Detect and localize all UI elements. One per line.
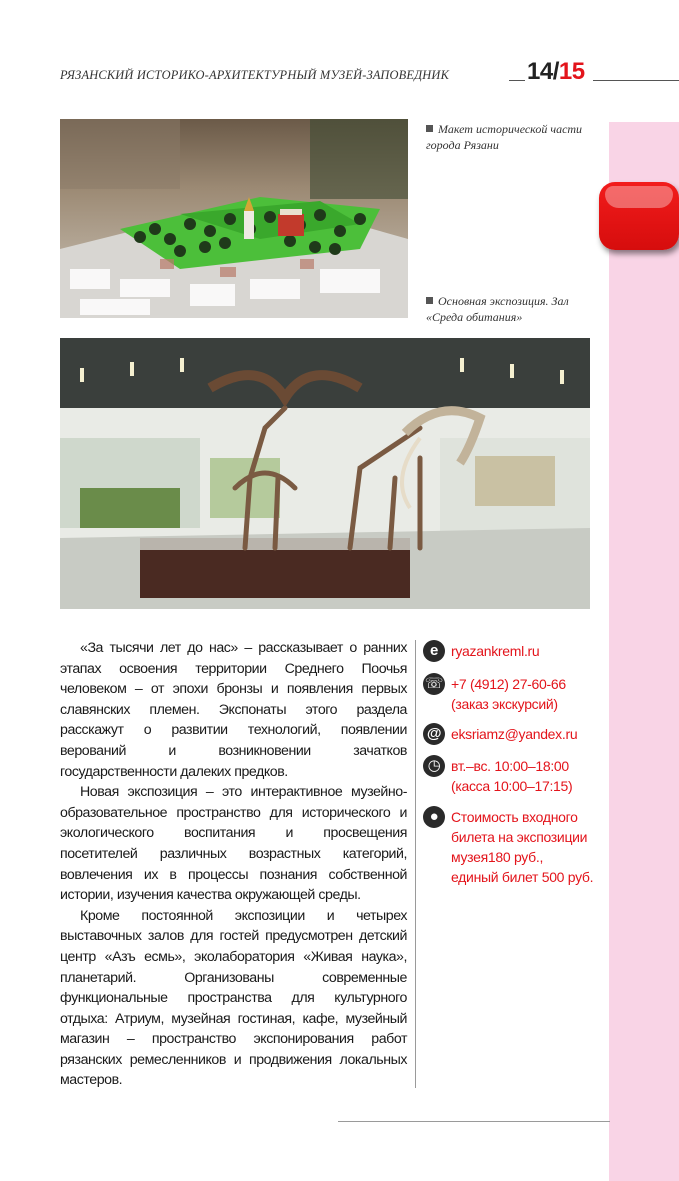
price-line: билета на экспозиции	[451, 829, 588, 845]
header-rule	[509, 80, 525, 81]
paragraph: «За тысячи лет до нас» – рассказывает о ранних этапах освоения территории Среднего Поочья человеком – от эпохи бронзы и появления первых славянских племен. Экспонаты этого раздела расскажут о развитии технологий, появлении верований и возникновении зачатков государственности далеких предков.	[60, 640, 407, 780]
article-body	[60, 638, 407, 1091]
price-line: единый билет 500 руб.	[451, 869, 594, 885]
clock-icon: ◷	[423, 755, 445, 777]
website-info	[423, 640, 609, 664]
hours-text: вт.–вс. 10:00–18:00	[451, 758, 569, 774]
price-line: музея180 руб.,	[451, 849, 544, 865]
page-number	[527, 58, 585, 86]
side-strip	[609, 122, 679, 1181]
phone-info	[423, 673, 609, 717]
hours-info	[423, 755, 609, 799]
city-model-photo	[60, 119, 408, 318]
hours-note: (касса 10:00–17:15)	[451, 778, 573, 794]
column-divider	[415, 640, 416, 1088]
paragraph: Кроме постоянной экспозиции и четырех выставочных залов для гостей предусмотрен детский центр «Азъ есмь», эколаборатория «Живая наука», планетарий. Организованы современные функциональные пространства для культурного отдыха: Атриум, музейная гостиная, кафе, музейный магазин – пространство экспонирования работ рязанских ремесленников и продвижения локальных мастеров.	[60, 907, 407, 1089]
header-rule-right	[593, 80, 679, 81]
email-info	[423, 723, 609, 747]
price-info	[423, 806, 609, 890]
phone-handset-icon: ☏	[423, 673, 445, 695]
footer-rule	[338, 1121, 610, 1122]
bullet-square-icon	[426, 297, 433, 304]
exposition-hall-photo	[60, 338, 590, 609]
page-current: 14/	[527, 58, 559, 85]
web-e-icon: e	[423, 640, 445, 662]
caption-exposition: Основная экспозиция. Зал «Среда обитания»	[426, 294, 569, 324]
phone-note: (заказ экскурсий)	[451, 696, 558, 712]
chapter-tab	[599, 182, 679, 250]
phone-number[interactable]: +7 (4912) 27-60-66	[451, 676, 566, 692]
website-link[interactable]: ryazankreml.ru	[451, 643, 540, 659]
wallet-icon: ●	[423, 806, 445, 828]
bullet-square-icon	[426, 125, 433, 132]
page-next: 15	[558, 58, 585, 85]
price-line: Стоимость входного	[451, 809, 578, 825]
at-sign-icon: @	[423, 723, 445, 745]
page-header	[60, 58, 679, 88]
caption-city-model: Макет исторической части города Рязани	[426, 122, 583, 152]
email-link[interactable]: eksriamz@yandex.ru	[451, 726, 578, 742]
paragraph: Новая экспозиция – это интерактивное музейно-образовательное пространство для исторического и экологического воспитания и просвещения посетителей различных возрастных категорий, вовлечения их в процессы познания собственной истории, изучения качества окружающей среды.	[60, 784, 407, 904]
museum-title: РЯЗАНСКИЙ ИСТОРИКО-АРХИТЕКТУРНЫЙ МУЗЕЙ-ЗАПОВЕДНИК	[60, 68, 450, 82]
